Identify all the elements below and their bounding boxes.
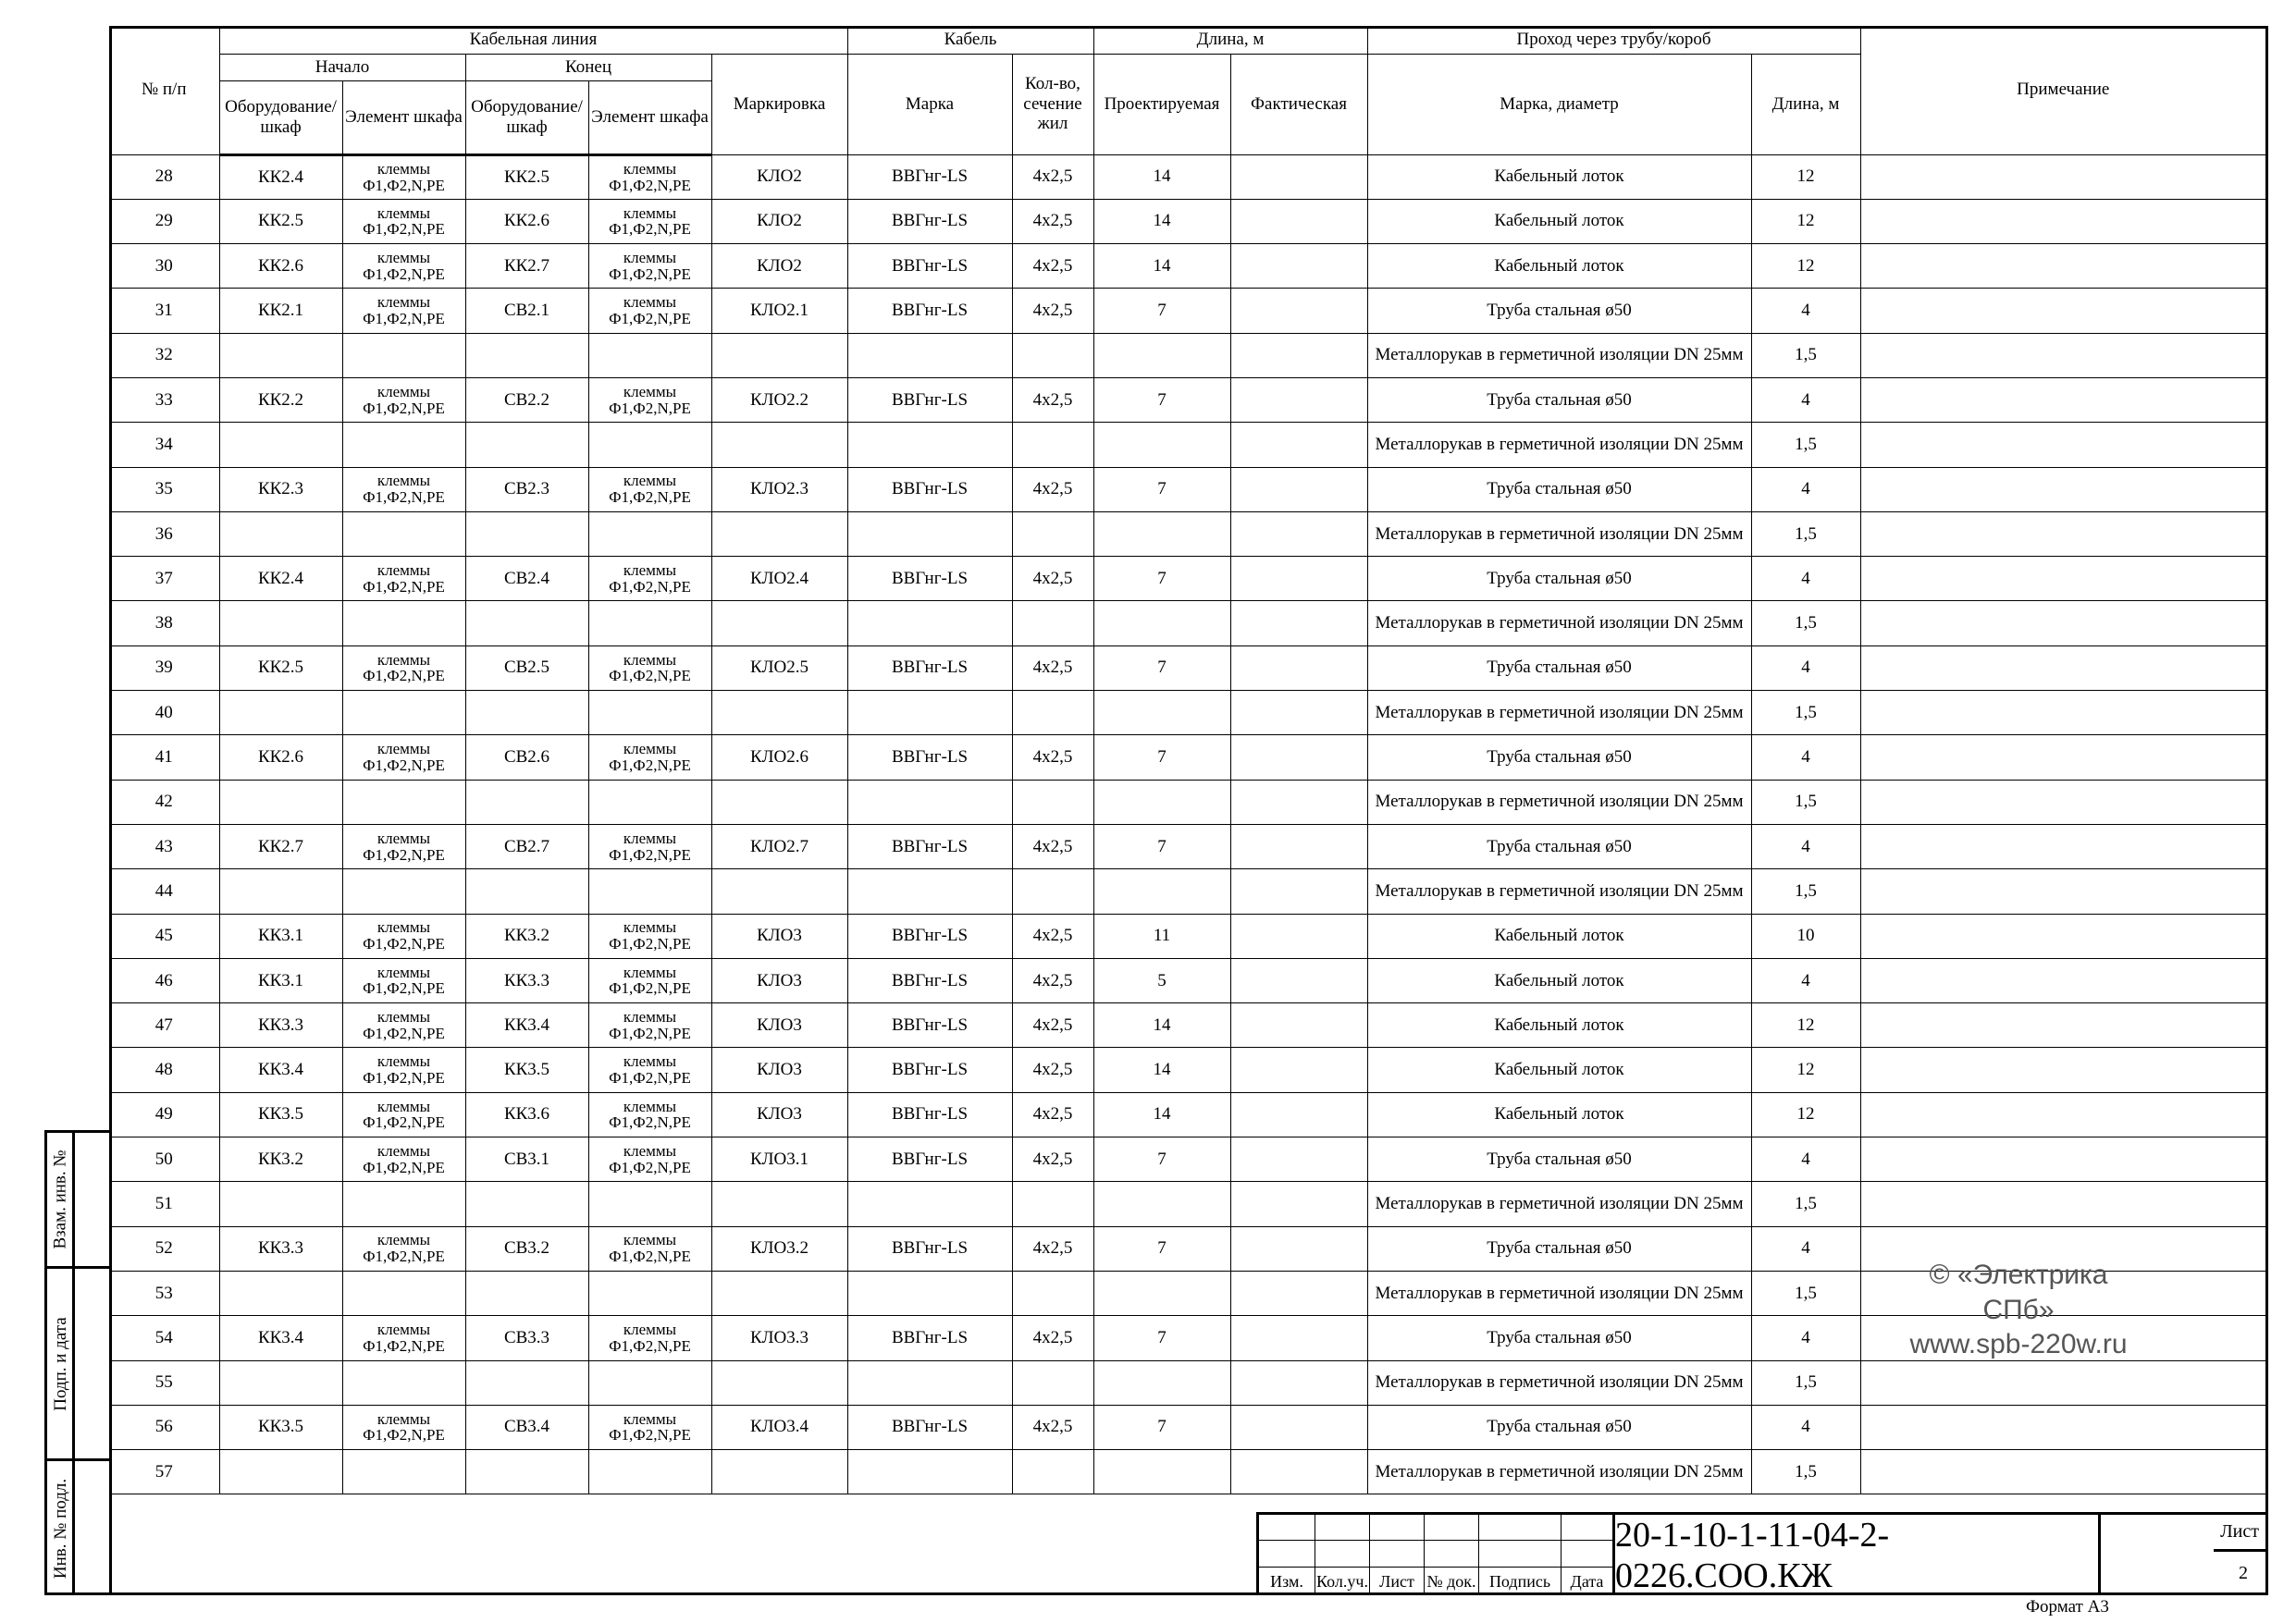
- cell-n: 52: [109, 1226, 219, 1271]
- header-equipment-start: Оборудование/шкаф: [219, 80, 342, 154]
- cell-el2: клеммы Ф1,Ф2,N,PE: [588, 824, 711, 868]
- strip-inv-label: Инв. № подл.: [51, 1478, 71, 1579]
- cell-eq2: КК3.2: [465, 914, 588, 958]
- cell-pass: Металлорукав в герметичной изоляции DN 25мм: [1367, 333, 1751, 377]
- cell-n: 28: [109, 154, 219, 199]
- header-brand-diameter: Марка, диаметр: [1367, 54, 1751, 154]
- cell-n: 55: [109, 1360, 219, 1405]
- header-equipment-end: Оборудование/шкаф: [465, 80, 588, 154]
- cell-pass: Труба стальная ø50: [1367, 1405, 1751, 1449]
- tb-podpis: Подпись: [1479, 1515, 1562, 1595]
- cell-el2: клеммы Ф1,Ф2,N,PE: [588, 1226, 711, 1271]
- cell-n: 48: [109, 1048, 219, 1092]
- cell-mark: КЛО3: [711, 1092, 847, 1137]
- cell-mark: КЛО3: [711, 958, 847, 1002]
- header-element-end: Элемент шкафа: [588, 80, 711, 154]
- cell-el2: клеммы Ф1,Ф2,N,PE: [588, 958, 711, 1002]
- cell-el1: клеммы Ф1,Ф2,N,PE: [342, 1137, 465, 1182]
- cell-el2: клеммы Ф1,Ф2,N,PE: [588, 557, 711, 601]
- cell-len: 7: [1093, 1226, 1230, 1271]
- cell-el1: клеммы Ф1,Ф2,N,PE: [342, 958, 465, 1002]
- cell-plen: 12: [1751, 1092, 1860, 1137]
- header-start: Начало: [219, 54, 465, 80]
- cell-n: 40: [109, 691, 219, 735]
- document-code: 20-1-10-1-11-04-2-0226.СОО.КЖ: [1615, 1515, 2101, 1595]
- cell-cnt: 4х2,5: [1012, 1226, 1093, 1271]
- cell-pass: Металлорукав в герметичной изоляции DN 25мм: [1367, 423, 1751, 467]
- cell-brand: ВВГнг-LS: [847, 735, 1012, 780]
- cell-pass: Труба стальная ø50: [1367, 289, 1751, 333]
- cell-eq2: СВ2.5: [465, 646, 588, 690]
- cell-eq1: КК3.2: [219, 1137, 342, 1182]
- cell-cnt: 4х2,5: [1012, 289, 1093, 333]
- cell-mark: КЛО2: [711, 154, 847, 199]
- cell-eq1: КК2.4: [219, 154, 342, 199]
- cell-el1: клеммы Ф1,Ф2,N,PE: [342, 377, 465, 422]
- cell-len: 7: [1093, 557, 1230, 601]
- cell-el1: клеммы Ф1,Ф2,N,PE: [342, 1316, 465, 1360]
- cell-plen: 1,5: [1751, 1271, 1860, 1315]
- header-element-start: Элемент шкафа: [342, 80, 465, 154]
- cell-brand: ВВГнг-LS: [847, 646, 1012, 690]
- cell-pass: Металлорукав в герметичной изоляции DN 25мм: [1367, 691, 1751, 735]
- cell-el1: клеммы Ф1,Ф2,N,PE: [342, 154, 465, 199]
- cell-eq1: КК2.7: [219, 824, 342, 868]
- cell-pass: Металлорукав в герметичной изоляции DN 25мм: [1367, 869, 1751, 914]
- cell-el1: клеммы Ф1,Ф2,N,PE: [342, 557, 465, 601]
- cell-plen: 4: [1751, 646, 1860, 690]
- cell-mark: КЛО2: [711, 244, 847, 289]
- cell-mark: КЛО3.3: [711, 1316, 847, 1360]
- cell-brand: ВВГнг-LS: [847, 1092, 1012, 1137]
- cell-mark: КЛО2.4: [711, 557, 847, 601]
- cell-n: 54: [109, 1316, 219, 1360]
- format-label: Формат А3: [2026, 1597, 2109, 1617]
- cell-len: 7: [1093, 377, 1230, 422]
- header-length: Длина, м: [1093, 26, 1367, 54]
- cell-cnt: 4х2,5: [1012, 1316, 1093, 1360]
- cell-pass: Металлорукав в герметичной изоляции DN 25мм: [1367, 1360, 1751, 1405]
- cell-eq2: КК2.6: [465, 199, 588, 243]
- cell-plen: 4: [1751, 467, 1860, 511]
- cell-pass: Труба стальная ø50: [1367, 467, 1751, 511]
- cell-pass: Металлорукав в герметичной изоляции DN 25мм: [1367, 780, 1751, 824]
- cell-eq2: СВ2.2: [465, 377, 588, 422]
- cell-brand: ВВГнг-LS: [847, 1405, 1012, 1449]
- cell-n: 50: [109, 1137, 219, 1182]
- cell-pass: Труба стальная ø50: [1367, 377, 1751, 422]
- cell-brand: ВВГнг-LS: [847, 1003, 1012, 1048]
- cell-el2: клеммы Ф1,Ф2,N,PE: [588, 1316, 711, 1360]
- cell-cnt: 4х2,5: [1012, 735, 1093, 780]
- cell-mark: КЛО3: [711, 1048, 847, 1092]
- cell-el1: клеммы Ф1,Ф2,N,PE: [342, 735, 465, 780]
- cell-plen: 4: [1751, 824, 1860, 868]
- cell-pass: Труба стальная ø50: [1367, 646, 1751, 690]
- cell-pass: Металлорукав в герметичной изоляции DN 25мм: [1367, 1182, 1751, 1226]
- cell-n: 47: [109, 1003, 219, 1048]
- cell-brand: ВВГнг-LS: [847, 199, 1012, 243]
- cell-n: 36: [109, 511, 219, 556]
- cell-el2: клеммы Ф1,Ф2,N,PE: [588, 914, 711, 958]
- cell-len: 7: [1093, 467, 1230, 511]
- cell-el1: клеммы Ф1,Ф2,N,PE: [342, 914, 465, 958]
- header-length-m: Длина, м: [1751, 54, 1860, 154]
- cell-len: 14: [1093, 244, 1230, 289]
- cell-len: 7: [1093, 1316, 1230, 1360]
- cell-plen: 1,5: [1751, 780, 1860, 824]
- cell-pass: Кабельный лоток: [1367, 914, 1751, 958]
- cell-len: 7: [1093, 1405, 1230, 1449]
- cell-eq1: КК2.2: [219, 377, 342, 422]
- cell-brand: ВВГнг-LS: [847, 377, 1012, 422]
- cell-len: 7: [1093, 646, 1230, 690]
- cell-plen: 4: [1751, 1226, 1860, 1271]
- cell-brand: ВВГнг-LS: [847, 1226, 1012, 1271]
- cell-plen: 4: [1751, 289, 1860, 333]
- cell-mark: КЛО2.3: [711, 467, 847, 511]
- cell-pass: Кабельный лоток: [1367, 958, 1751, 1002]
- cell-n: 43: [109, 824, 219, 868]
- cell-cnt: 4х2,5: [1012, 1048, 1093, 1092]
- cell-pass: Труба стальная ø50: [1367, 1316, 1751, 1360]
- cell-eq1: КК2.4: [219, 557, 342, 601]
- cell-cnt: 4х2,5: [1012, 646, 1093, 690]
- cell-eq1: КК3.1: [219, 914, 342, 958]
- cell-len: 14: [1093, 1003, 1230, 1048]
- header-cable: Кабель: [847, 26, 1093, 54]
- cell-brand: ВВГнг-LS: [847, 1316, 1012, 1360]
- cell-len: 14: [1093, 154, 1230, 199]
- cell-len: 7: [1093, 289, 1230, 333]
- strip-podp-label: Подп. и дата: [51, 1316, 71, 1411]
- strip-inv: [47, 1461, 109, 1595]
- cell-cnt: 4х2,5: [1012, 914, 1093, 958]
- cell-pass: Труба стальная ø50: [1367, 735, 1751, 780]
- cell-n: 46: [109, 958, 219, 1002]
- cell-plen: 4: [1751, 377, 1860, 422]
- cell-eq1: КК3.4: [219, 1316, 342, 1360]
- cell-eq2: СВ2.1: [465, 289, 588, 333]
- title-block: [1256, 1512, 2268, 1595]
- cell-pass: Труба стальная ø50: [1367, 557, 1751, 601]
- cell-eq2: СВ3.4: [465, 1405, 588, 1449]
- cell-mark: КЛО3.4: [711, 1405, 847, 1449]
- cell-el2: клеммы Ф1,Ф2,N,PE: [588, 1137, 711, 1182]
- cell-eq2: СВ2.6: [465, 735, 588, 780]
- sheet-label: Лист: [2214, 1515, 2268, 1552]
- cell-el2: клеммы Ф1,Ф2,N,PE: [588, 646, 711, 690]
- cell-len: 7: [1093, 735, 1230, 780]
- cell-brand: ВВГнг-LS: [847, 557, 1012, 601]
- cell-n: 34: [109, 423, 219, 467]
- cell-mark: КЛО3: [711, 1003, 847, 1048]
- cell-pass: Металлорукав в герметичной изоляции DN 25мм: [1367, 511, 1751, 556]
- cell-brand: ВВГнг-LS: [847, 289, 1012, 333]
- cell-pass: Кабельный лоток: [1367, 1048, 1751, 1092]
- cell-eq1: КК2.5: [219, 199, 342, 243]
- cell-eq2: СВ3.2: [465, 1226, 588, 1271]
- cell-eq2: СВ2.3: [465, 467, 588, 511]
- strip-vzam: [47, 1133, 109, 1269]
- cell-eq2: СВ2.7: [465, 824, 588, 868]
- tb-kol: Кол.уч.: [1315, 1515, 1370, 1595]
- cell-el1: клеммы Ф1,Ф2,N,PE: [342, 1048, 465, 1092]
- cell-cnt: 4х2,5: [1012, 1092, 1093, 1137]
- cell-el2: клеммы Ф1,Ф2,N,PE: [588, 1092, 711, 1137]
- cell-el1: клеммы Ф1,Ф2,N,PE: [342, 467, 465, 511]
- cell-n: 31: [109, 289, 219, 333]
- tb-list: Лист: [1370, 1515, 1425, 1595]
- cell-n: 56: [109, 1405, 219, 1449]
- cell-len: 14: [1093, 1048, 1230, 1092]
- cell-el2: клеммы Ф1,Ф2,N,PE: [588, 199, 711, 243]
- left-stamp-strip: [44, 1130, 109, 1595]
- cell-n: 37: [109, 557, 219, 601]
- cell-pass: Труба стальная ø50: [1367, 1137, 1751, 1182]
- cell-plen: 4: [1751, 1405, 1860, 1449]
- strip-vzam-label: Взам. инв. №: [51, 1150, 71, 1249]
- cell-n: 51: [109, 1182, 219, 1226]
- cell-n: 44: [109, 869, 219, 914]
- tb-data: Дата: [1562, 1515, 1615, 1595]
- cell-n: 41: [109, 735, 219, 780]
- cell-n: 32: [109, 333, 219, 377]
- cell-eq2: СВ2.4: [465, 557, 588, 601]
- sheet-number: 2: [2239, 1563, 2248, 1583]
- cell-el1: клеммы Ф1,Ф2,N,PE: [342, 244, 465, 289]
- cell-brand: ВВГнг-LS: [847, 1137, 1012, 1182]
- cell-n: 30: [109, 244, 219, 289]
- cell-cnt: 4х2,5: [1012, 1405, 1093, 1449]
- tb-izm: Изм.: [1259, 1515, 1315, 1595]
- cell-plen: 10: [1751, 914, 1860, 958]
- cell-n: 39: [109, 646, 219, 690]
- cell-len: 14: [1093, 1092, 1230, 1137]
- cell-el2: клеммы Ф1,Ф2,N,PE: [588, 467, 711, 511]
- cell-plen: 1,5: [1751, 333, 1860, 377]
- cell-n: 42: [109, 780, 219, 824]
- cell-mark: КЛО2.5: [711, 646, 847, 690]
- tb-ndok: № док.: [1425, 1515, 1479, 1595]
- cell-eq1: КК3.3: [219, 1226, 342, 1271]
- cell-len: 14: [1093, 199, 1230, 243]
- cell-plen: 4: [1751, 557, 1860, 601]
- cell-el2: клеммы Ф1,Ф2,N,PE: [588, 1003, 711, 1048]
- cell-eq1: КК3.3: [219, 1003, 342, 1048]
- cell-mark: КЛО2.2: [711, 377, 847, 422]
- cell-n: 35: [109, 467, 219, 511]
- cell-pass: Металлорукав в герметичной изоляции DN 25мм: [1367, 1271, 1751, 1315]
- cell-pass: Металлорукав в герметичной изоляции DN 25мм: [1367, 1450, 1751, 1494]
- cell-el1: клеммы Ф1,Ф2,N,PE: [342, 289, 465, 333]
- cell-brand: ВВГнг-LS: [847, 914, 1012, 958]
- cell-eq1: КК2.6: [219, 735, 342, 780]
- cell-pass: Металлорукав в герметичной изоляции DN 25мм: [1367, 601, 1751, 646]
- cell-plen: 4: [1751, 1137, 1860, 1182]
- header-brand: Марка: [847, 54, 1012, 154]
- cell-el1: клеммы Ф1,Ф2,N,PE: [342, 824, 465, 868]
- cell-plen: 12: [1751, 1048, 1860, 1092]
- cell-cnt: 4х2,5: [1012, 958, 1093, 1002]
- cell-plen: 12: [1751, 199, 1860, 243]
- cell-eq1: КК2.1: [219, 289, 342, 333]
- cell-eq1: КК3.1: [219, 958, 342, 1002]
- cell-cnt: 4х2,5: [1012, 244, 1093, 289]
- cell-cnt: 4х2,5: [1012, 557, 1093, 601]
- cell-mark: КЛО2.6: [711, 735, 847, 780]
- cell-pass: Кабельный лоток: [1367, 244, 1751, 289]
- cell-eq2: КК3.6: [465, 1092, 588, 1137]
- strip-podp: [47, 1269, 109, 1461]
- cell-cnt: 4х2,5: [1012, 377, 1093, 422]
- header-num: № п/п: [109, 26, 219, 154]
- cell-brand: ВВГнг-LS: [847, 154, 1012, 199]
- cell-el1: клеммы Ф1,Ф2,N,PE: [342, 199, 465, 243]
- cell-len: 7: [1093, 1137, 1230, 1182]
- cell-plen: 12: [1751, 244, 1860, 289]
- watermark-line-1: © «Электрика СПб»: [1929, 1260, 2108, 1325]
- cell-eq2: КК3.4: [465, 1003, 588, 1048]
- cell-plen: 4: [1751, 1316, 1860, 1360]
- cell-eq1: КК3.4: [219, 1048, 342, 1092]
- cell-mark: КЛО2: [711, 199, 847, 243]
- cell-plen: 1,5: [1751, 423, 1860, 467]
- cell-el2: клеммы Ф1,Ф2,N,PE: [588, 289, 711, 333]
- cell-plen: 4: [1751, 958, 1860, 1002]
- cell-n: 45: [109, 914, 219, 958]
- cell-pass: Кабельный лоток: [1367, 199, 1751, 243]
- cell-eq1: КК2.6: [219, 244, 342, 289]
- cell-plen: 4: [1751, 735, 1860, 780]
- cell-el2: клеммы Ф1,Ф2,N,PE: [588, 244, 711, 289]
- cell-eq2: КК2.7: [465, 244, 588, 289]
- cell-brand: ВВГнг-LS: [847, 1048, 1012, 1092]
- cell-pass: Кабельный лоток: [1367, 1092, 1751, 1137]
- header-marking: Маркировка: [711, 54, 847, 154]
- cell-mark: КЛО2.7: [711, 824, 847, 868]
- cell-eq1: КК2.5: [219, 646, 342, 690]
- cell-el2: клеммы Ф1,Ф2,N,PE: [588, 154, 711, 199]
- header-count: Кол-во, сечение жил: [1012, 54, 1093, 154]
- cell-plen: 1,5: [1751, 1450, 1860, 1494]
- cell-el1: клеммы Ф1,Ф2,N,PE: [342, 1405, 465, 1449]
- cell-n: 29: [109, 199, 219, 243]
- cell-eq1: КК3.5: [219, 1092, 342, 1137]
- cell-eq1: КК2.3: [219, 467, 342, 511]
- cell-brand: ВВГнг-LS: [847, 467, 1012, 511]
- cell-len: 5: [1093, 958, 1230, 1002]
- cell-len: 7: [1093, 824, 1230, 868]
- cell-mark: КЛО3.1: [711, 1137, 847, 1182]
- header-actual: Фактическая: [1230, 54, 1367, 154]
- watermark-line-2: www.spb-220w.ru: [1909, 1329, 2128, 1359]
- cell-plen: 12: [1751, 154, 1860, 199]
- cell-pass: Кабельный лоток: [1367, 154, 1751, 199]
- header-passage: Проход через трубу/короб: [1367, 26, 1860, 54]
- cell-plen: 12: [1751, 1003, 1860, 1048]
- cell-eq2: КК3.3: [465, 958, 588, 1002]
- cell-pass: Труба стальная ø50: [1367, 824, 1751, 868]
- cell-el1: клеммы Ф1,Ф2,N,PE: [342, 1226, 465, 1271]
- cell-el1: клеммы Ф1,Ф2,N,PE: [342, 1003, 465, 1048]
- watermark: [1907, 1258, 2129, 1362]
- cell-mark: КЛО2.1: [711, 289, 847, 333]
- header-designed: Проектируемая: [1093, 54, 1230, 154]
- cell-cnt: 4х2,5: [1012, 199, 1093, 243]
- cell-n: 53: [109, 1271, 219, 1315]
- cell-brand: ВВГнг-LS: [847, 244, 1012, 289]
- cell-eq2: СВ3.1: [465, 1137, 588, 1182]
- cell-n: 49: [109, 1092, 219, 1137]
- cell-cnt: 4х2,5: [1012, 1137, 1093, 1182]
- cell-el2: клеммы Ф1,Ф2,N,PE: [588, 377, 711, 422]
- cell-mark: КЛО3: [711, 914, 847, 958]
- cell-cnt: 4х2,5: [1012, 1003, 1093, 1048]
- cell-eq2: КК3.5: [465, 1048, 588, 1092]
- cell-plen: 1,5: [1751, 1182, 1860, 1226]
- cell-plen: 1,5: [1751, 869, 1860, 914]
- cell-el1: клеммы Ф1,Ф2,N,PE: [342, 646, 465, 690]
- cell-len: 11: [1093, 914, 1230, 958]
- header-cable-line: Кабельная линия: [219, 26, 847, 54]
- header-note: Примечание: [1860, 26, 2265, 154]
- cell-mark: КЛО3.2: [711, 1226, 847, 1271]
- header-end: Конец: [465, 54, 711, 80]
- cell-el2: клеммы Ф1,Ф2,N,PE: [588, 735, 711, 780]
- cell-eq2: СВ3.3: [465, 1316, 588, 1360]
- cell-el2: клеммы Ф1,Ф2,N,PE: [588, 1048, 711, 1092]
- cell-cnt: 4х2,5: [1012, 467, 1093, 511]
- cell-plen: 1,5: [1751, 1360, 1860, 1405]
- cell-plen: 1,5: [1751, 511, 1860, 556]
- cell-el1: клеммы Ф1,Ф2,N,PE: [342, 1092, 465, 1137]
- cell-cnt: 4х2,5: [1012, 824, 1093, 868]
- cell-brand: ВВГнг-LS: [847, 824, 1012, 868]
- cell-brand: ВВГнг-LS: [847, 958, 1012, 1002]
- cell-eq2: КК2.5: [465, 154, 588, 199]
- cell-n: 38: [109, 601, 219, 646]
- cell-n: 33: [109, 377, 219, 422]
- cell-plen: 1,5: [1751, 601, 1860, 646]
- cell-pass: Кабельный лоток: [1367, 1003, 1751, 1048]
- cell-pass: Труба стальная ø50: [1367, 1226, 1751, 1271]
- cell-cnt: 4х2,5: [1012, 154, 1093, 199]
- sheet-number-box: [2101, 1515, 2268, 1595]
- cell-eq1: КК3.5: [219, 1405, 342, 1449]
- cell-el2: клеммы Ф1,Ф2,N,PE: [588, 1405, 711, 1449]
- cell-n: 57: [109, 1450, 219, 1494]
- cell-plen: 1,5: [1751, 691, 1860, 735]
